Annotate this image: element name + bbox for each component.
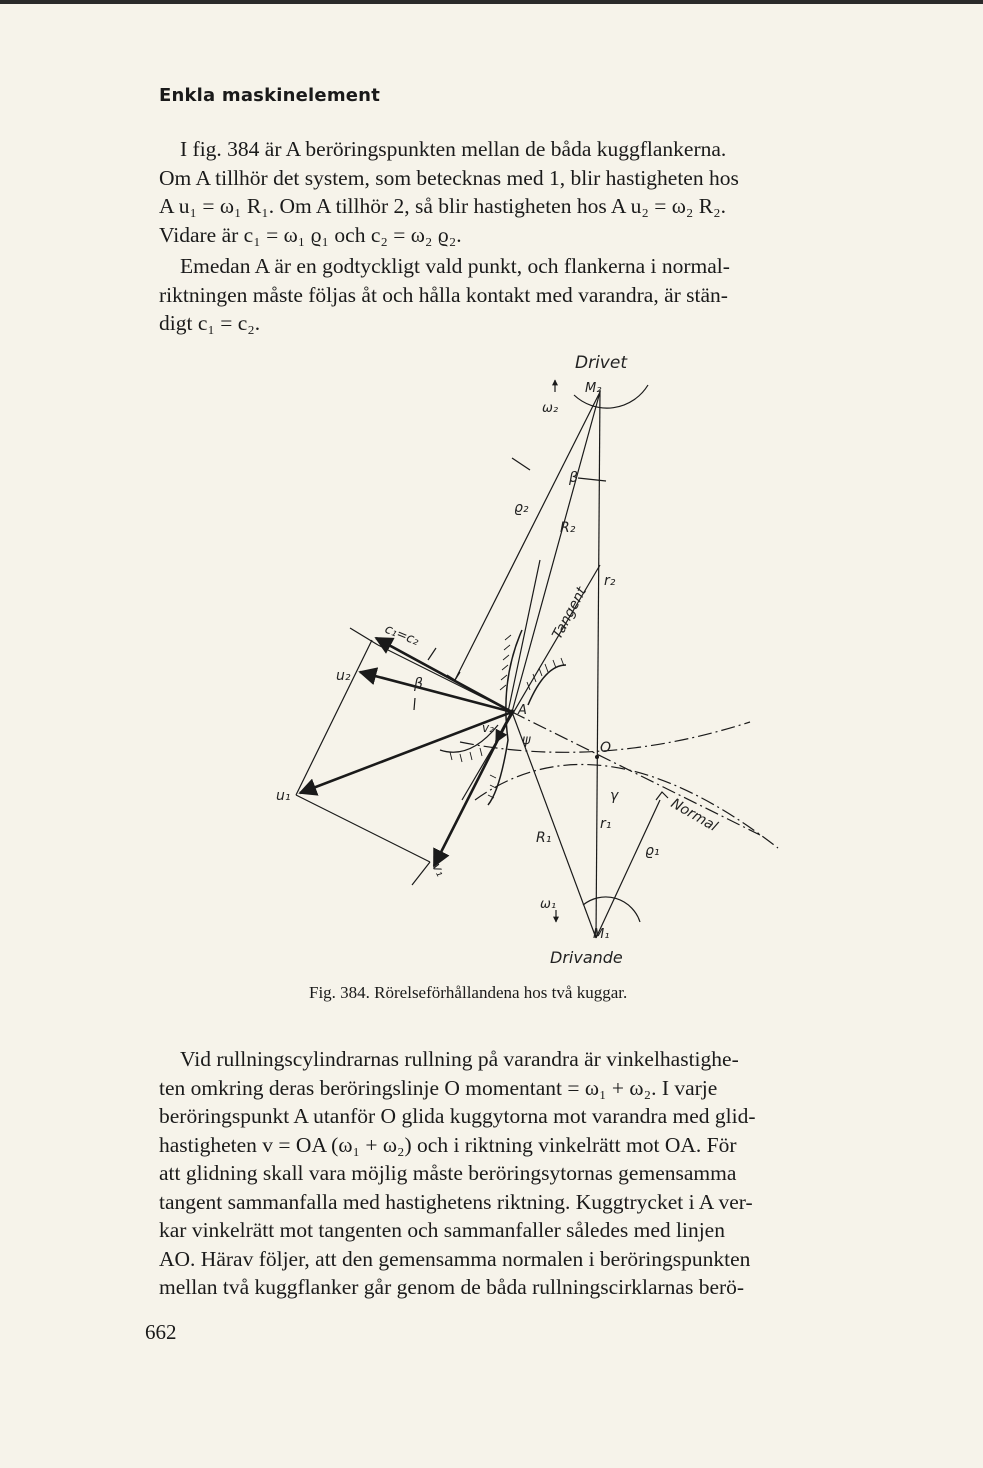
point-A [510, 710, 515, 715]
angle-tick [414, 698, 415, 710]
point-O [595, 755, 599, 759]
tooth-hatch [450, 635, 564, 798]
label-M1: M₁ [593, 927, 610, 942]
label-rho2: ϱ₂ [514, 500, 529, 516]
paragraph-3-line: tangent sammanfalla med hastighetens riktning. Kuggtrycket i A ver- [159, 1189, 753, 1214]
line-rho2 [455, 392, 600, 680]
paragraph-1-line: Om A tillhör det system, som betecknas med 1, blir hastigheten hos [159, 165, 739, 190]
paragraph-3-line: hastigheten v = OA (ω₁ + ω₂) och i riktning vinkelrätt mot OA. För [159, 1132, 737, 1157]
paragraph-3-line: Vid rullningscylindrarnas rullning på varandra är vinkelhastighe- [180, 1047, 739, 1071]
label-r1: r₁ [600, 816, 612, 832]
top-rule [0, 0, 983, 4]
paragraph-3-line: att glidning skall vara möjlig måste beröringsytornas gemensamma [159, 1161, 737, 1185]
line-R2 [512, 392, 600, 712]
label-beta: β [414, 676, 423, 692]
paragraph-1-line: A u₁ = ω₁ R₁. Om A tillhör 2, så blir hastigheten hos A u₂ = ω₂ R₂. [159, 194, 726, 218]
label-rho1: ϱ₁ [645, 843, 660, 859]
beta-tick [578, 478, 606, 481]
label-normal: Normal [668, 795, 721, 835]
label-r2: r₂ [604, 573, 616, 589]
label-tangent: Tangent [549, 584, 591, 642]
page-number: 662 [145, 1320, 177, 1344]
label-u1: u₁ [276, 788, 291, 804]
driving-pitch-circle [475, 764, 778, 848]
paragraph-2-line: Emedan A är en godtyckligt vald punkt, och flankerna i normal- [180, 254, 730, 278]
label-psi: ψ [522, 733, 531, 748]
paragraph-3-line: AO. Härav följer, att den gemensamma normalen i beröringspunkten [159, 1246, 751, 1271]
gear-velocity-figure [270, 345, 790, 970]
paragraph-1-line: I fig. 384 är A beröringspunkten mellan de båda kuggflankerna. [180, 137, 727, 161]
tooth-flank [528, 665, 566, 705]
angle-tick [428, 648, 436, 660]
construction-line [296, 640, 372, 795]
paragraph-3-line: beröringspunkt A utanför O glida kuggytorna mot varandra med glid- [159, 1104, 756, 1128]
vector-u1 [300, 712, 512, 793]
figure-caption: Fig. 384. Rörelseförhållandena hos två kuggar. [309, 983, 628, 1002]
driving-center-arc [583, 897, 640, 922]
beta-tick [512, 458, 530, 470]
vector-c [376, 638, 512, 712]
paragraph-2-line: riktningen måste följas åt och hålla kontakt med varandra, är stän- [159, 282, 728, 307]
label-R2: R₂ [560, 520, 576, 536]
paragraph-1-line: Vidare är c₁ = ω₁ ϱ₁ och c₂ = ω₂ ϱ₂. [159, 222, 462, 247]
tooth-flank [488, 630, 522, 805]
label-beta-top: β [569, 470, 578, 486]
paragraph-3 [159, 1045, 897, 1302]
label-A: A [518, 703, 527, 718]
label-gamma: γ [610, 788, 619, 804]
paragraph-3-line: ten omkring deras beröringslinje O momentant = ω₁ + ω₂. I varje [159, 1075, 718, 1100]
label-driving: Drivande [550, 948, 623, 967]
right-angle-marker [656, 792, 668, 800]
construction-line [350, 628, 378, 645]
paragraph-3-line: kar vinkelrätt mot tangenten och sammanfaller således med linjen [159, 1218, 725, 1242]
running-header: Enkla maskinelement [159, 85, 381, 106]
label-v1: v₁ [428, 860, 448, 880]
label-R1: R₁ [536, 830, 552, 846]
label-driven: Drivet [575, 353, 627, 373]
paragraph-3-line: mellan två kuggflanker går genom de båda rullningscirklarnas berö- [159, 1275, 745, 1299]
label-w2: ω₂ [542, 401, 559, 416]
center-line [596, 390, 600, 938]
paragraph-2-line: digt c₁ = c₂. [159, 311, 261, 335]
label-M2: M₂ [585, 381, 602, 396]
paragraph-1 [159, 135, 897, 249]
label-c: c₁=c₂ [382, 621, 422, 650]
construction-line [296, 795, 430, 862]
label-O: O [600, 740, 612, 756]
construction-line [412, 862, 430, 885]
label-v2: v₂ [482, 721, 494, 735]
label-u2: u₂ [336, 668, 351, 684]
label-w1: ω₁ [540, 897, 557, 912]
vector-u2 [360, 672, 512, 712]
paragraph-2 [159, 252, 897, 338]
